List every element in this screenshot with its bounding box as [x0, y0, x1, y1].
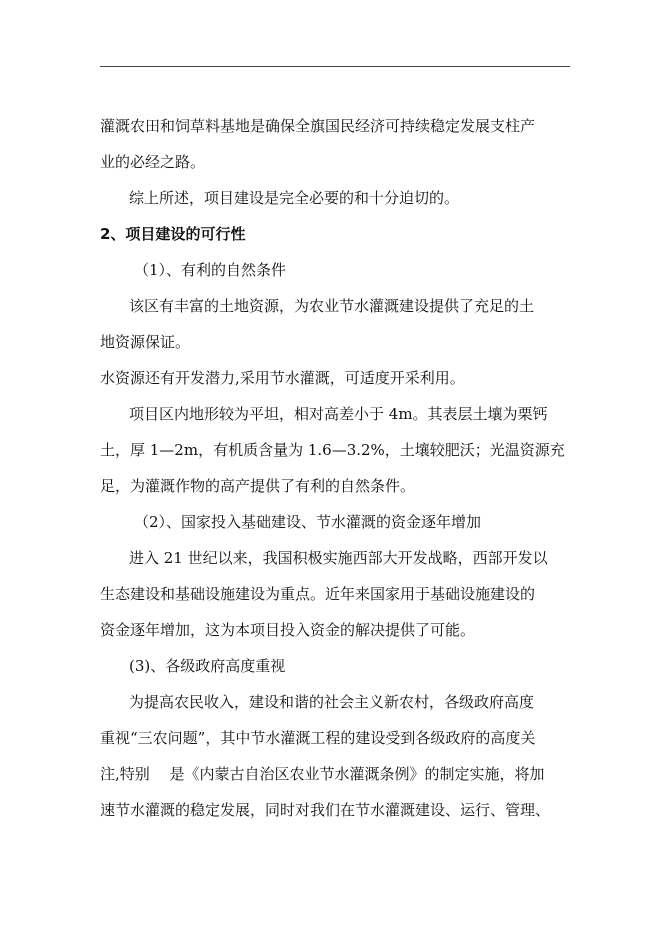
header-rule: [100, 66, 570, 67]
paragraph-line: 地资源保证。: [100, 333, 191, 351]
section-heading: 2、项目建设的可行性: [100, 225, 246, 243]
paragraph-line: 灌溉农田和饲草料基地是确保全旗国民经济可持续稳定发展支柱产: [100, 117, 536, 135]
subsection-heading: （2）、国家投入基础建设、节水灌溉的资金逐年增加: [134, 513, 482, 531]
paragraph-line: 水资源还有开发潜力,采用节水灌溉，可适度开采利用。: [100, 369, 465, 387]
paragraph-line: 速节水灌溉的稳定发展，同时对我们在节水灌溉建设、运行、管理、: [100, 801, 551, 819]
paragraph-line: 综上所述，项目建设是完全必要的和十分迫切的。: [129, 189, 460, 207]
paragraph-line: 为提高农民收入，建设和谐的社会主义新农村，各级政府高度: [129, 693, 535, 711]
paragraph-line: 重视“三农问题”，其中节水灌溉工程的建设受到各级政府的高度关: [100, 729, 536, 747]
subsection-heading: （1）、有利的自然条件: [134, 261, 287, 279]
paragraph-line: 业的必经之路。: [100, 153, 206, 171]
paragraph-line: 资金逐年增加，这为本项目投入资金的解决提供了可能。: [100, 621, 476, 639]
paragraph-line: 项目区内地形较为平坦，相对高差小于 4m。其表层土壤为栗钙: [129, 405, 548, 423]
paragraph-line: 生态建设和基础设施建设为重点。近年来国家用于基础设施建设的: [100, 585, 536, 603]
paragraph-line: 该区有丰富的土地资源，为农业节水灌溉建设提供了充足的土: [129, 297, 535, 315]
paragraph-line: 注,特别 是《内蒙古自治区农业节水灌溉条例》的制定实施，将加: [100, 765, 545, 783]
subsection-heading: (3)、各级政府高度重视: [129, 657, 286, 675]
paragraph-line: 土，厚 1—2m，有机质含量为 1.6—3.2%，土壤较肥沃；光温资源充: [100, 441, 565, 459]
paragraph-line: 进入 21 世纪以来，我国积极实施西部大开发战略，西部开发以: [129, 549, 548, 567]
document-body: [100, 108, 570, 828]
paragraph-line: 足，为灌溉作物的高产提供了有利的自然条件。: [100, 477, 416, 495]
